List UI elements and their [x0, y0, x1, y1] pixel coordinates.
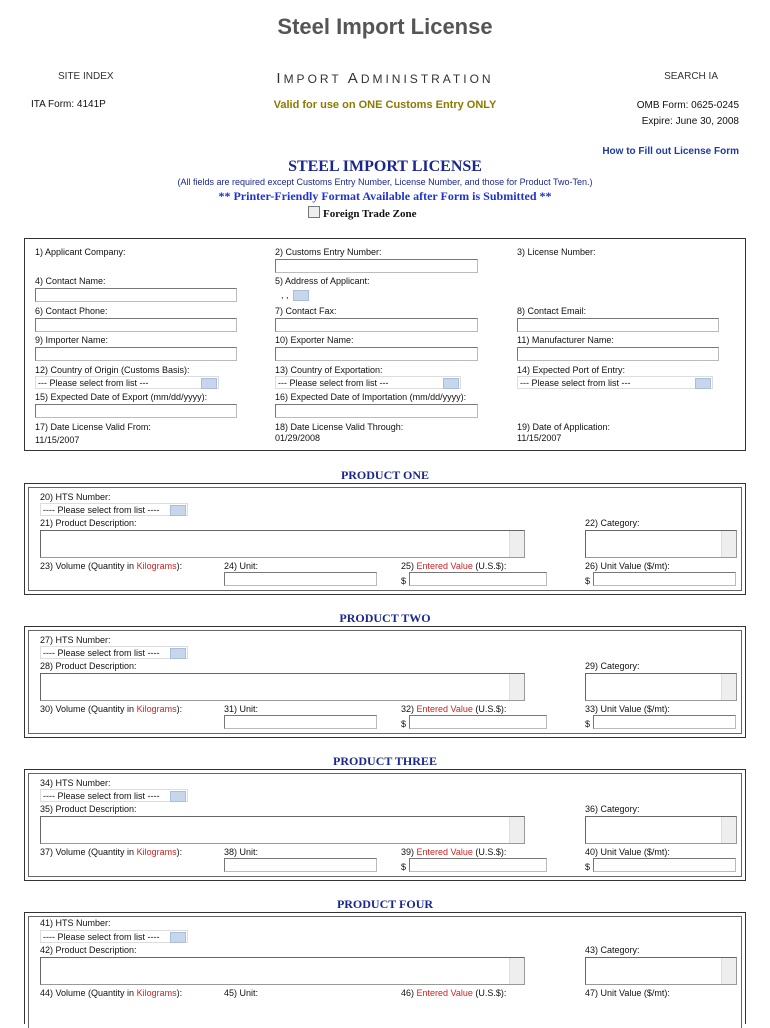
hts-number-selected: ---- Please select from list ---- — [43, 505, 160, 515]
license-valid-through-label: 18) Date License Valid Through: — [275, 422, 404, 432]
unit-value-dollar: $ — [585, 719, 591, 729]
manufacturer-name-input[interactable] — [517, 347, 719, 361]
product-two-section — [24, 626, 746, 738]
country-of-exportation-label: 13) Country of Exportation: — [275, 365, 383, 375]
contact-email-input[interactable] — [517, 318, 719, 332]
country-of-origin-label: 12) Country of Origin (Customs Basis): — [35, 365, 190, 375]
scrollbar[interactable] — [509, 958, 524, 984]
chevron-down-icon — [170, 648, 186, 659]
entered-value-label: 32) Entered Value (U.S.$): — [401, 704, 507, 714]
product-description-textarea[interactable] — [40, 530, 525, 558]
chevron-down-icon — [443, 378, 459, 389]
category-textarea[interactable] — [585, 816, 737, 844]
unit-value-input[interactable] — [593, 858, 736, 872]
chevron-down-icon — [170, 505, 186, 516]
entered-value-label: 25) Entered Value (U.S.$): — [401, 561, 507, 571]
category-label: 43) Category: — [585, 945, 640, 955]
omb-form-number: OMB Form: 0625-0245 — [636, 100, 739, 111]
page-title: Steel Import License — [277, 14, 493, 39]
product-description-label: 42) Product Description: — [40, 945, 137, 955]
unit-label: 31) Unit: — [224, 704, 259, 714]
applicant-address-label: 5) Address of Applicant: — [275, 276, 370, 286]
category-label: 29) Category: — [585, 661, 640, 671]
product-three-section — [24, 769, 746, 881]
unit-value-input[interactable] — [593, 572, 736, 586]
product-one-section — [24, 483, 746, 595]
expected-date-import-input[interactable] — [275, 404, 478, 418]
entered-value-input[interactable] — [409, 858, 547, 872]
scrollbar[interactable] — [721, 531, 736, 557]
form-title: STEEL IMPORT LICENSE — [288, 158, 482, 175]
contact-fax-label: 7) Contact Fax: — [275, 306, 337, 316]
hts-number-label: 34) HTS Number: — [40, 778, 111, 788]
product-three-inner — [28, 773, 742, 877]
foreign-trade-zone-checkbox[interactable] — [308, 206, 320, 218]
product-description-textarea[interactable] — [40, 673, 525, 701]
contact-phone-label: 6) Contact Phone: — [35, 306, 108, 316]
customs-entry-number-label: 2) Customs Entry Number: — [275, 247, 382, 257]
import-administration-heading: IMPORT ADMINISTRATION — [276, 70, 494, 87]
hts-number-selected: ---- Please select from list ---- — [43, 932, 160, 942]
product-two-inner — [28, 630, 742, 734]
contact-fax-input[interactable] — [275, 318, 478, 332]
port-of-entry-selected: --- Please select from list --- — [520, 378, 631, 388]
product-description-label: 28) Product Description: — [40, 661, 137, 671]
port-of-entry-select[interactable] — [517, 376, 713, 389]
category-label: 22) Category: — [585, 518, 640, 528]
product-description-label: 35) Product Description: — [40, 804, 137, 814]
license-valid-from-label: 17) Date License Valid From: — [35, 422, 151, 432]
unit-label: 45) Unit: — [224, 988, 259, 998]
scrollbar[interactable] — [721, 817, 736, 843]
manufacturer-name-label: 11) Manufacturer Name: — [517, 335, 614, 345]
country-of-origin-select[interactable] — [35, 376, 219, 389]
ita-form-number: ITA Form: 4141P — [31, 99, 106, 110]
chevron-down-icon — [170, 791, 186, 802]
required-fields-note: (All fields are required except Customs Entry Number, License Number, and those for Product Two-Ten.) — [177, 177, 593, 187]
entered-value-dollar: $ — [401, 719, 407, 729]
unit-value-label: 40) Unit Value ($/mt): — [585, 847, 670, 857]
search-ia-link[interactable]: SEARCH IA — [664, 71, 718, 82]
volume-label: 30) Volume (Quantity in Kilograms): — [40, 704, 183, 714]
product-description-textarea[interactable] — [40, 957, 525, 985]
country-of-exportation-select[interactable] — [275, 376, 461, 389]
unit-value-label: 33) Unit Value ($/mt): — [585, 704, 670, 714]
country-of-origin-selected: --- Please select from list --- — [38, 378, 149, 388]
entered-value-label: 39) Entered Value (U.S.$): — [401, 847, 507, 857]
entered-value-label: 46) Entered Value (U.S.$): — [401, 988, 507, 998]
contact-phone-input[interactable] — [35, 318, 237, 332]
license-valid-through-value: 01/29/2008 — [275, 433, 321, 443]
hts-number-selected: ---- Please select from list ---- — [43, 791, 160, 801]
applicant-company-label: 1) Applicant Company: — [35, 247, 126, 257]
how-to-fill-link[interactable]: How to Fill out License Form — [602, 146, 739, 157]
volume-label: 37) Volume (Quantity in Kilograms): — [40, 847, 183, 857]
address-state-select[interactable] — [290, 289, 310, 302]
unit-value-input[interactable] — [593, 715, 736, 729]
chevron-down-icon — [170, 932, 186, 943]
unit-value-label: 26) Unit Value ($/mt): — [585, 561, 670, 571]
chevron-down-icon — [695, 378, 711, 389]
scrollbar[interactable] — [721, 958, 736, 984]
hts-number-select[interactable] — [40, 646, 188, 659]
chevron-down-icon — [201, 378, 217, 389]
hts-number-label: 27) HTS Number: — [40, 635, 111, 645]
customs-entry-number-input[interactable] — [275, 259, 478, 273]
unit-label: 38) Unit: — [224, 847, 259, 857]
importer-name-label: 9) Importer Name: — [35, 335, 109, 345]
expected-date-import-label: 16) Expected Date of Importation (mm/dd/yyyy): — [275, 392, 467, 402]
date-of-application-value: 11/15/2007 — [517, 433, 562, 443]
scrollbar[interactable] — [721, 674, 736, 700]
exporter-name-label: 10) Exporter Name: — [275, 335, 354, 345]
foreign-trade-zone-label: Foreign Trade Zone — [323, 208, 417, 220]
printer-friendly-note: ** Printer-Friendly Format Available after Form is Submitted ** — [218, 189, 552, 203]
contact-name-label: 4) Contact Name: — [35, 276, 106, 286]
category-textarea[interactable] — [585, 673, 737, 701]
entered-value-input[interactable] — [409, 715, 547, 729]
applicant-address-value: , , — [281, 290, 289, 300]
product-three-title: PRODUCT THREE — [333, 754, 437, 768]
port-of-entry-label: 14) Expected Port of Entry: — [517, 365, 626, 375]
hts-number-select[interactable] — [40, 930, 188, 943]
scrollbar[interactable] — [509, 674, 524, 700]
volume-label: 23) Volume (Quantity in Kilograms): — [40, 561, 183, 571]
importer-name-input[interactable] — [35, 347, 237, 361]
unit-value-dollar: $ — [585, 576, 591, 586]
license-number-label: 3) License Number: — [517, 247, 596, 257]
scrollbar[interactable] — [509, 817, 524, 843]
applicant-info-section — [24, 238, 746, 451]
category-textarea[interactable] — [585, 530, 737, 558]
category-textarea[interactable] — [585, 957, 737, 985]
country-of-exportation-selected: --- Please select from list --- — [278, 378, 389, 388]
unit-label: 24) Unit: — [224, 561, 259, 571]
volume-input[interactable] — [224, 715, 377, 729]
valid-notice: Valid for use on ONE Customs Entry ONLY — [273, 99, 497, 111]
contact-email-label: 8) Contact Email: — [517, 306, 587, 316]
date-of-application-label: 19) Date of Application: — [517, 422, 611, 432]
hts-number-label: 41) HTS Number: — [40, 918, 111, 928]
product-one-title: PRODUCT ONE — [340, 468, 430, 482]
exporter-name-input[interactable] — [275, 347, 478, 361]
product-four-section — [24, 912, 746, 1024]
entered-value-input[interactable] — [409, 572, 547, 586]
hts-number-label: 20) HTS Number: — [40, 492, 111, 502]
omb-info — [637, 98, 739, 130]
volume-label: 44) Volume (Quantity in Kilograms): — [40, 988, 183, 998]
hts-number-select[interactable] — [40, 503, 188, 516]
hts-number-selected: ---- Please select from list ---- — [43, 648, 160, 658]
product-two-title: PRODUCT TWO — [339, 611, 431, 625]
unit-value-label: 47) Unit Value ($/mt): — [585, 988, 670, 998]
category-label: 36) Category: — [585, 804, 640, 814]
entered-value-dollar: $ — [401, 576, 407, 586]
volume-input[interactable] — [224, 572, 377, 586]
product-description-label: 21) Product Description: — [40, 518, 137, 528]
product-one-inner — [28, 487, 742, 591]
site-index-link[interactable]: SITE INDEX — [58, 71, 114, 82]
product-four-inner — [28, 916, 742, 1028]
foreign-trade-zone[interactable] — [308, 206, 417, 220]
expected-date-export-input[interactable] — [35, 404, 237, 418]
scrollbar[interactable] — [509, 531, 524, 557]
expected-date-export-label: 15) Expected Date of Export (mm/dd/yyyy): — [35, 392, 208, 402]
license-valid-from-value: 11/15/2007 — [35, 435, 80, 445]
product-description-textarea[interactable] — [40, 816, 525, 844]
entered-value-dollar: $ — [401, 862, 407, 872]
hts-number-select[interactable] — [40, 789, 188, 802]
product-four-title: PRODUCT FOUR — [336, 897, 434, 911]
chevron-down-icon — [293, 290, 309, 301]
contact-name-input[interactable] — [35, 288, 237, 302]
omb-expire: Expire: June 30, 2008 — [641, 116, 739, 127]
volume-input[interactable] — [224, 858, 377, 872]
unit-value-dollar: $ — [585, 862, 591, 872]
